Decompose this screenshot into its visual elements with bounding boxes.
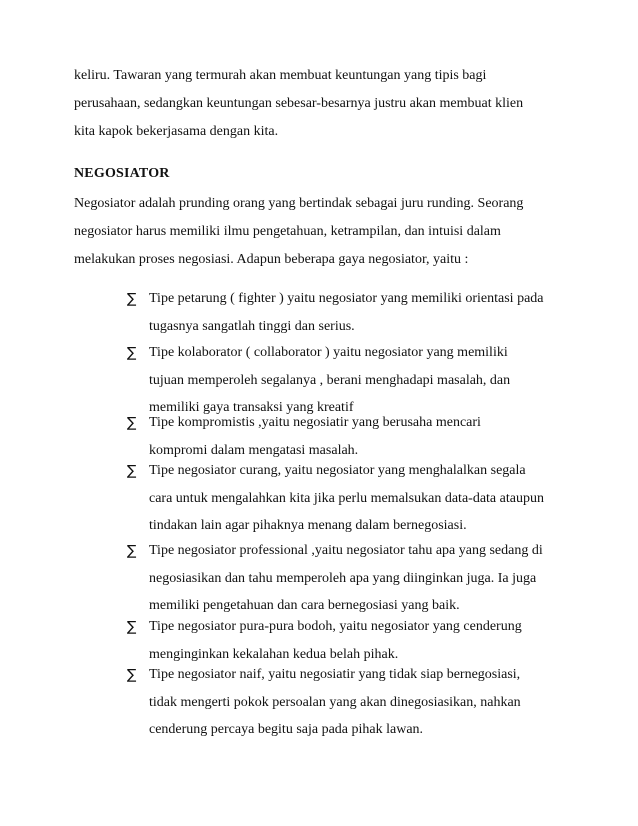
list-item-text — [149, 409, 579, 464]
text-line: cenderung percaya begitu saja pada pihak lawan. — [149, 722, 424, 737]
text-line: memiliki gaya transaksi yang kreatif — [149, 400, 354, 415]
text-line: Tipe negosiator curang, yaitu negosiator yang menghalalkan segala — [149, 463, 526, 478]
text-line: kita kapok bekerjasama dengan kita. — [74, 124, 279, 139]
paragraph-continuation — [74, 62, 574, 146]
sigma-bullet-icon: ∑ — [127, 543, 137, 559]
sigma-bullet-icon: ∑ — [127, 291, 137, 307]
list-item-text — [149, 661, 579, 744]
text-line: melakukan proses negosiasi. Adapun beberapa gaya negosiator, yaitu : — [74, 252, 469, 267]
text-line: Tipe negosiator pura-pura bodoh, yaitu negosiator yang cenderung — [149, 619, 522, 634]
text-line: menginginkan kekalahan kedua belah pihak. — [149, 646, 399, 662]
text-line: tujuan memperoleh segalanya , berani menghadapi masalah, dan — [149, 372, 511, 388]
text-line: Negosiator adalah prunding orang yang bertindak sebagai juru runding. Seorang — [74, 196, 524, 211]
text-line: Tipe petarung ( fighter ) yaitu negosiator yang memiliki orientasi pada — [149, 291, 544, 306]
list-item-text — [149, 285, 579, 340]
paragraph-intro — [74, 190, 574, 274]
text-line: memiliki pengetahuan dan cara bernegosiasi yang baik. — [149, 598, 460, 613]
text-line: perusahaan, sedangkan keuntungan sebesar-besarnya justru akan membuat klien — [74, 96, 524, 111]
text-line: Tipe kolaborator ( collaborator ) yaitu negosiator yang memiliki — [149, 345, 508, 360]
text-line: Tipe kompromistis ,yaitu negosiatir yang berusaha mencari — [149, 415, 481, 430]
text-line: tidak mengerti pokok persoalan yang akan dinegosiasikan, nahkan — [149, 694, 521, 710]
text-line: Tipe negosiator naif, yaitu negosiatir yang tidak siap bernegosiasi, — [149, 667, 521, 682]
sigma-bullet-icon: ∑ — [127, 415, 137, 431]
list-item-text — [149, 457, 579, 540]
text-line: negosiator harus memiliki ilmu pengetahuan, ketrampilan, dan intuisi dalam — [74, 224, 501, 239]
list-item-text — [149, 537, 579, 620]
sigma-bullet-icon: ∑ — [127, 463, 137, 479]
sigma-bullet-icon: ∑ — [127, 619, 137, 635]
text-line: negosiasikan dan tahu memperoleh apa yang diinginkan juga. Ia juga — [149, 570, 537, 586]
section-heading: NEGOSIATOR — [74, 166, 170, 181]
text-line: tugasnya sangatlah tinggi dan serius. — [149, 318, 355, 334]
list-item-text — [149, 613, 579, 668]
text-line: tindakan lain agar pihaknya menang dalam bernegosiasi. — [149, 518, 467, 533]
text-line: kompromi dalam mengatasi masalah. — [149, 442, 359, 458]
text-line: cara untuk mengalahkan kita jika perlu memalsukan data-data ataupun — [149, 490, 544, 506]
sigma-bullet-icon: ∑ — [127, 667, 137, 683]
text-line: keliru. Tawaran yang termurah akan membuat keuntungan yang tipis bagi — [74, 68, 487, 83]
text-line: Tipe negosiator professional ,yaitu negosiator tahu apa yang sedang di — [149, 543, 543, 558]
sigma-bullet-icon: ∑ — [127, 345, 137, 361]
